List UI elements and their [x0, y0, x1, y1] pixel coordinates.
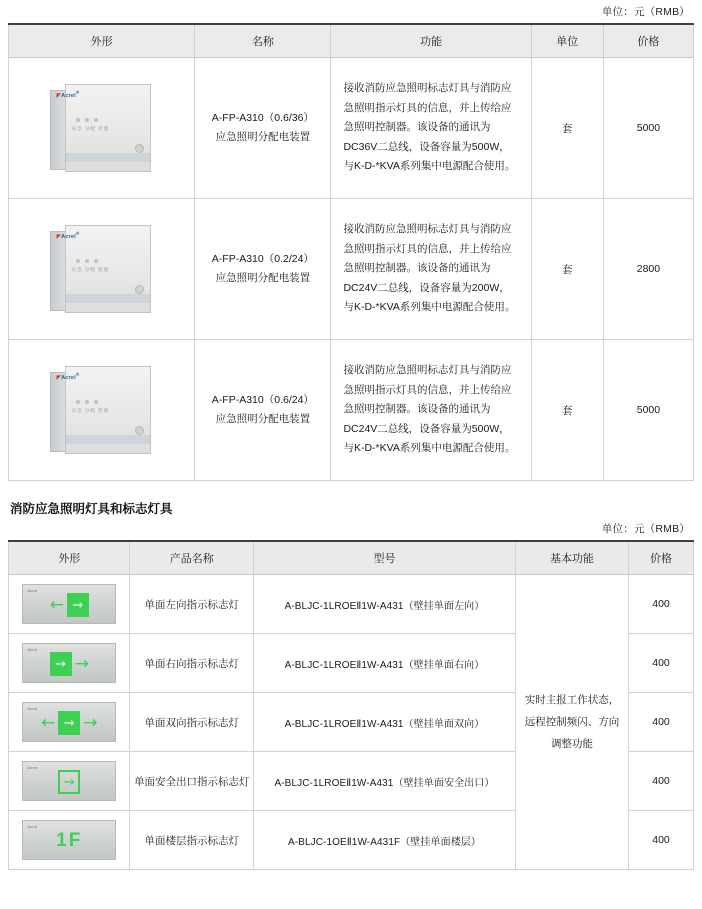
sign-name-cell: 单面安全出口指示标志灯: [130, 752, 254, 811]
col-header-shape: 外形: [9, 24, 195, 58]
running-man-icon: ⇝: [50, 652, 72, 676]
basic-function-merged-cell: 实时主报工作状态，远程控制频闪、方向调整功能: [515, 575, 628, 870]
product-price-cell: 2800: [603, 199, 693, 340]
arrow-left-icon: ←: [49, 594, 64, 615]
distribution-box-photo: [10, 69, 193, 187]
table-row: [9, 575, 694, 634]
box-panel-label: 应急 分配 装置: [71, 408, 110, 413]
table-header-row: [9, 541, 694, 575]
box-panel-label: 应急 分配 装置: [71, 267, 110, 272]
col-header-name: 名称: [195, 24, 331, 58]
arrow-left-icon: ←: [40, 712, 56, 733]
product-name-line2: 应急照明分配电装置: [215, 413, 311, 425]
product-unit-cell: 套: [531, 340, 603, 481]
product-function-cell: 接收消防应急照明标志灯具与消防应急照明指示灯具的信息，并上传给应急照明控制器。该设备的通讯为DC36V二总线，设备容量为500W，与K-D-*KVA系列集中电源配合使用。: [331, 58, 531, 199]
col-header-unit: 单位: [531, 24, 603, 58]
brand-logo: ◤Acrel®: [56, 90, 80, 99]
brand-logo: ◤Acrel®: [56, 231, 80, 240]
brand-logo: Acrel: [27, 706, 38, 711]
exit-sign-both-arrows: [10, 695, 128, 749]
brand-logo: Acrel: [27, 647, 38, 652]
running-man-icon: ⇝: [58, 770, 80, 794]
product-name-cell: [195, 340, 331, 481]
sign-price-cell: 400: [629, 811, 694, 870]
sign-image-cell: [9, 811, 130, 870]
brand-logo: Acrel: [27, 765, 38, 770]
col-header-model: 型号: [254, 541, 516, 575]
sign-model-cell: A-BLJC-1LROEⅡ1W-A431（壁挂单面右向）: [254, 634, 516, 693]
col-header-shape: 外形: [9, 541, 130, 575]
sign-model-cell: A-BLJC-1LROEⅡ1W-A431（壁挂单面双向）: [254, 693, 516, 752]
sign-price-cell: 400: [629, 575, 694, 634]
section2-title: 消防应急照明灯具和标志灯具: [10, 502, 173, 516]
brand-logo: Acrel: [27, 588, 38, 593]
exit-sign-right-arrow: [10, 636, 128, 690]
table-header-row: [9, 24, 694, 58]
section2-unit-note: 单位：元（RMB）: [601, 523, 690, 535]
arrow-right-icon: →: [83, 712, 98, 733]
emergency-sign-lamp-table: [8, 540, 694, 870]
running-man-icon: ⇝: [67, 593, 89, 617]
sign-price-cell: 400: [629, 634, 694, 693]
brand-logo: ◤Acrel®: [56, 372, 80, 381]
distribution-box-photo: [10, 351, 193, 469]
sign-model-cell: A-BLJC-1OEⅡ1W-A431F（壁挂单面楼层）: [254, 811, 516, 870]
product-name-line1: A-FP-A310（0.6/24）: [211, 394, 314, 407]
brand-logo: Acrel: [27, 824, 38, 829]
product-image-cell: [9, 340, 195, 481]
product-unit-cell: 套: [531, 199, 603, 340]
table-row: [9, 58, 694, 199]
product-image-cell: [9, 199, 195, 340]
exit-sign-left-arrow: [10, 577, 128, 631]
product-price-cell: 5000: [603, 58, 693, 199]
sign-image-cell: [9, 752, 130, 811]
box-panel-label: 应急 分配 装置: [71, 126, 110, 131]
sign-model-cell: A-BLJC-1LROEⅡ1W-A431（壁挂单面左向）: [254, 575, 516, 634]
sign-image-cell: [9, 693, 130, 752]
sign-name-cell: 单面楼层指示标志灯: [130, 811, 254, 870]
table-row: [9, 199, 694, 340]
product-function-cell: 接收消防应急照明标志灯具与消防应急照明指示灯具的信息，并上传给应急照明控制器。该设备的通讯为DC24V二总线，设备容量为200W，与K-D-*KVA系列集中电源配合使用。: [331, 199, 531, 340]
sign-name-cell: 单面双向指示标志灯: [130, 693, 254, 752]
sign-price-cell: 400: [629, 752, 694, 811]
floor-label: 1F: [56, 830, 83, 851]
product-name-line2: 应急照明分配电装置: [215, 131, 311, 143]
sign-image-cell: [9, 634, 130, 693]
section1-unit-note: 单位：元（RMB）: [601, 6, 690, 18]
product-unit-cell: 套: [531, 58, 603, 199]
distribution-box-photo: [10, 210, 193, 328]
product-image-cell: [9, 58, 195, 199]
col-header-function: 功能: [331, 24, 531, 58]
sign-name-cell: 单面左向指示标志灯: [130, 575, 254, 634]
arrow-right-icon: →: [74, 653, 89, 674]
sign-price-cell: 400: [629, 693, 694, 752]
running-man-icon: ⇝: [58, 711, 80, 735]
product-name-line1: A-FP-A310（0.6/36）: [211, 112, 314, 125]
col-header-product-name: 产品名称: [130, 541, 254, 575]
product-function-cell: 接收消防应急照明标志灯具与消防应急照明指示灯具的信息，并上传给应急照明控制器。该设备的通讯为DC24V二总线，设备容量为500W，与K-D-*KVA系列集中电源配合使用。: [331, 340, 531, 481]
sign-model-cell: A-BLJC-1LROEⅡ1W-A431（壁挂单面安全出口）: [254, 752, 516, 811]
sign-name-cell: 单面右向指示标志灯: [130, 634, 254, 693]
product-name-line2: 应急照明分配电装置: [215, 272, 311, 284]
product-name-cell: [195, 58, 331, 199]
col-header-price: 价格: [603, 24, 693, 58]
col-header-basic-function: 基本功能: [515, 541, 628, 575]
product-price-cell: 5000: [603, 340, 693, 481]
product-name-line1: A-FP-A310（0.2/24）: [211, 253, 314, 266]
table-row: [9, 340, 694, 481]
emergency-distribution-table: [8, 23, 694, 481]
sign-image-cell: [9, 575, 130, 634]
floor-sign-1f: [10, 813, 128, 867]
product-name-cell: [195, 199, 331, 340]
col-header-price: 价格: [629, 541, 694, 575]
exit-sign-safety-exit: [10, 754, 128, 808]
